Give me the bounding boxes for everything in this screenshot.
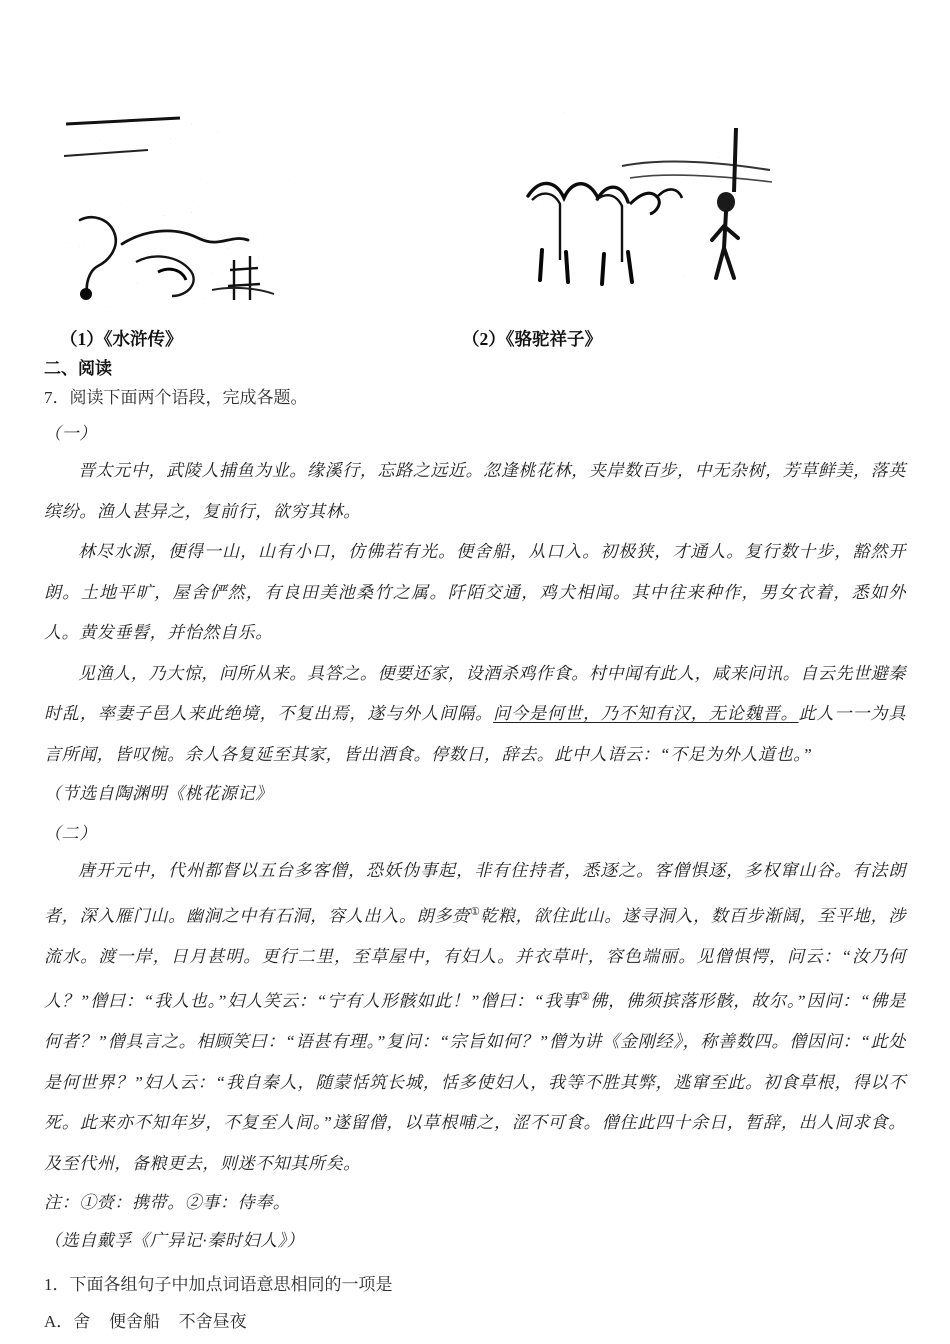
passage-one-marker: （一） <box>44 424 97 443</box>
main-content <box>0 356 950 1340</box>
figure-water-margin-illustration <box>62 94 302 308</box>
passage-two-body <box>44 851 906 1184</box>
passage-two-body-part-1: 唐开元中，代州都督以五台多客僧，恐妖伪事起，非有住持者，悉逐之。客僧惧逐，多权窜山谷。有法朗者，深入雁门山。幽涧之中有石洞，容人出入。朗多赍 <box>44 861 906 926</box>
option-a-example-2: 不舍昼夜 <box>178 1312 247 1332</box>
footnote-marker-2: ② <box>580 991 591 1004</box>
question-1-option-a[interactable] <box>44 1303 950 1340</box>
figure-camel-xiangzi-illustration <box>512 100 778 304</box>
passage-one-underlined-sentence: 问今是何世，乃不知有汉，无论魏晋。 <box>493 704 799 723</box>
figure-1-artwork <box>62 94 302 308</box>
passage-two-source: （选自戴孚《广异记·秦时妇人》） <box>44 1231 305 1251</box>
option-a-example-1: 便舍船 <box>108 1312 160 1332</box>
passage-two-body-part-2: 乾粮，欲住此山。遂寻洞入，数百步渐阔，至平地，涉流水。渡一岸，日月甚明。更行二里，至草屋中，有妇人。并衣草叶，容色端丽。见僧惧愕，问云：“汝乃何人？”僧曰：“我人也。”妇人笑云：“宁有人形骸如此！”僧曰：“我事 <box>44 906 906 1011</box>
passage-one-paragraph-2: 林尽水源，便得一山，山有小口，仿佛若有光。便舍船，从口入。初极狭，才通人。复行数十步，豁然开朗。土地平旷，屋舍俨然，有良田美池桑竹之属。阡陌交通，鸡犬相闻。其中往来种作，男女衣着，悉如外人。黄发垂髫，并怡然自乐。 <box>44 542 906 642</box>
passage-two-footnotes: 注：①赍：携带。②事：侍奉。 <box>44 1193 291 1213</box>
section-heading-reading: 二、阅读 <box>44 359 112 378</box>
figure-1-caption: （1）《水浒传》 <box>60 329 183 349</box>
question-7-instruction: 7．阅读下面两个语段，完成各题。 <box>44 388 308 407</box>
passage-two-body-part-3: 佛，佛须摈落形骸，故尔。”因问：“佛是何者？”僧具言之。相顾笑曰：“语甚有理。”复问：“宗旨如何？”僧为讲《金刚经》，称善数四。僧因问：“此处是何世界？”妇人云：“我自秦人，随蒙恬筑长城，恬多使妇人，我等不胜其弊，逃窜至此。初食草根，得以不死。此来亦不知年岁，不复至人间。”遂留僧，以草根哺之，涩不可食。僧住此四十余日，暂辞，出人间求食。及至代州，备粮更去，则迷不知其所矣。 <box>44 991 906 1173</box>
passage-one-source: （节选自陶渊明《桃花源记》 <box>44 784 273 803</box>
passage-one-paragraph-1: 晋太元中，武陵人捕鱼为业。缘溪行，忘路之远近。忽逢桃花林，夹岸数百步，中无杂树，芳草鲜美，落英缤纷。渔人甚异之，复前行，欲穷其林。 <box>44 461 906 521</box>
option-a-label: A． <box>44 1312 74 1332</box>
passage-one-p3-before-underline: 见渔人，乃大惊，问所从来。具答之。便要还家，设酒杀鸡作食。村中闻有此人，咸来问讯。自云先世避秦时乱，率妻子邑人来此绝境，不复出焉，遂与外人间隔。 <box>44 663 906 723</box>
passage-one-paragraph-3 <box>44 654 906 776</box>
passage-two-marker: （二） <box>44 824 97 843</box>
figure-2-artwork <box>512 100 778 304</box>
footnote-marker-1: ① <box>470 905 481 918</box>
question-1-stem: 1．下面各组句子中加点词语意思相同的一项是 <box>44 1275 393 1295</box>
figure-caption-row <box>0 327 950 357</box>
figure-row <box>0 52 950 314</box>
option-a-key: 舍 <box>73 1312 91 1332</box>
question-list <box>0 1266 950 1340</box>
passage-one-p3-after-underline: 此人一一为具言所闻，皆叹惋。余人各复延至其家，皆出酒食。停数日，辞去。此中人语云：“不足为外人道也。” <box>44 704 906 764</box>
figure-2-caption: （2）《骆驼祥子》 <box>462 329 602 349</box>
passage-two <box>0 819 950 1260</box>
passage-one <box>0 419 950 813</box>
